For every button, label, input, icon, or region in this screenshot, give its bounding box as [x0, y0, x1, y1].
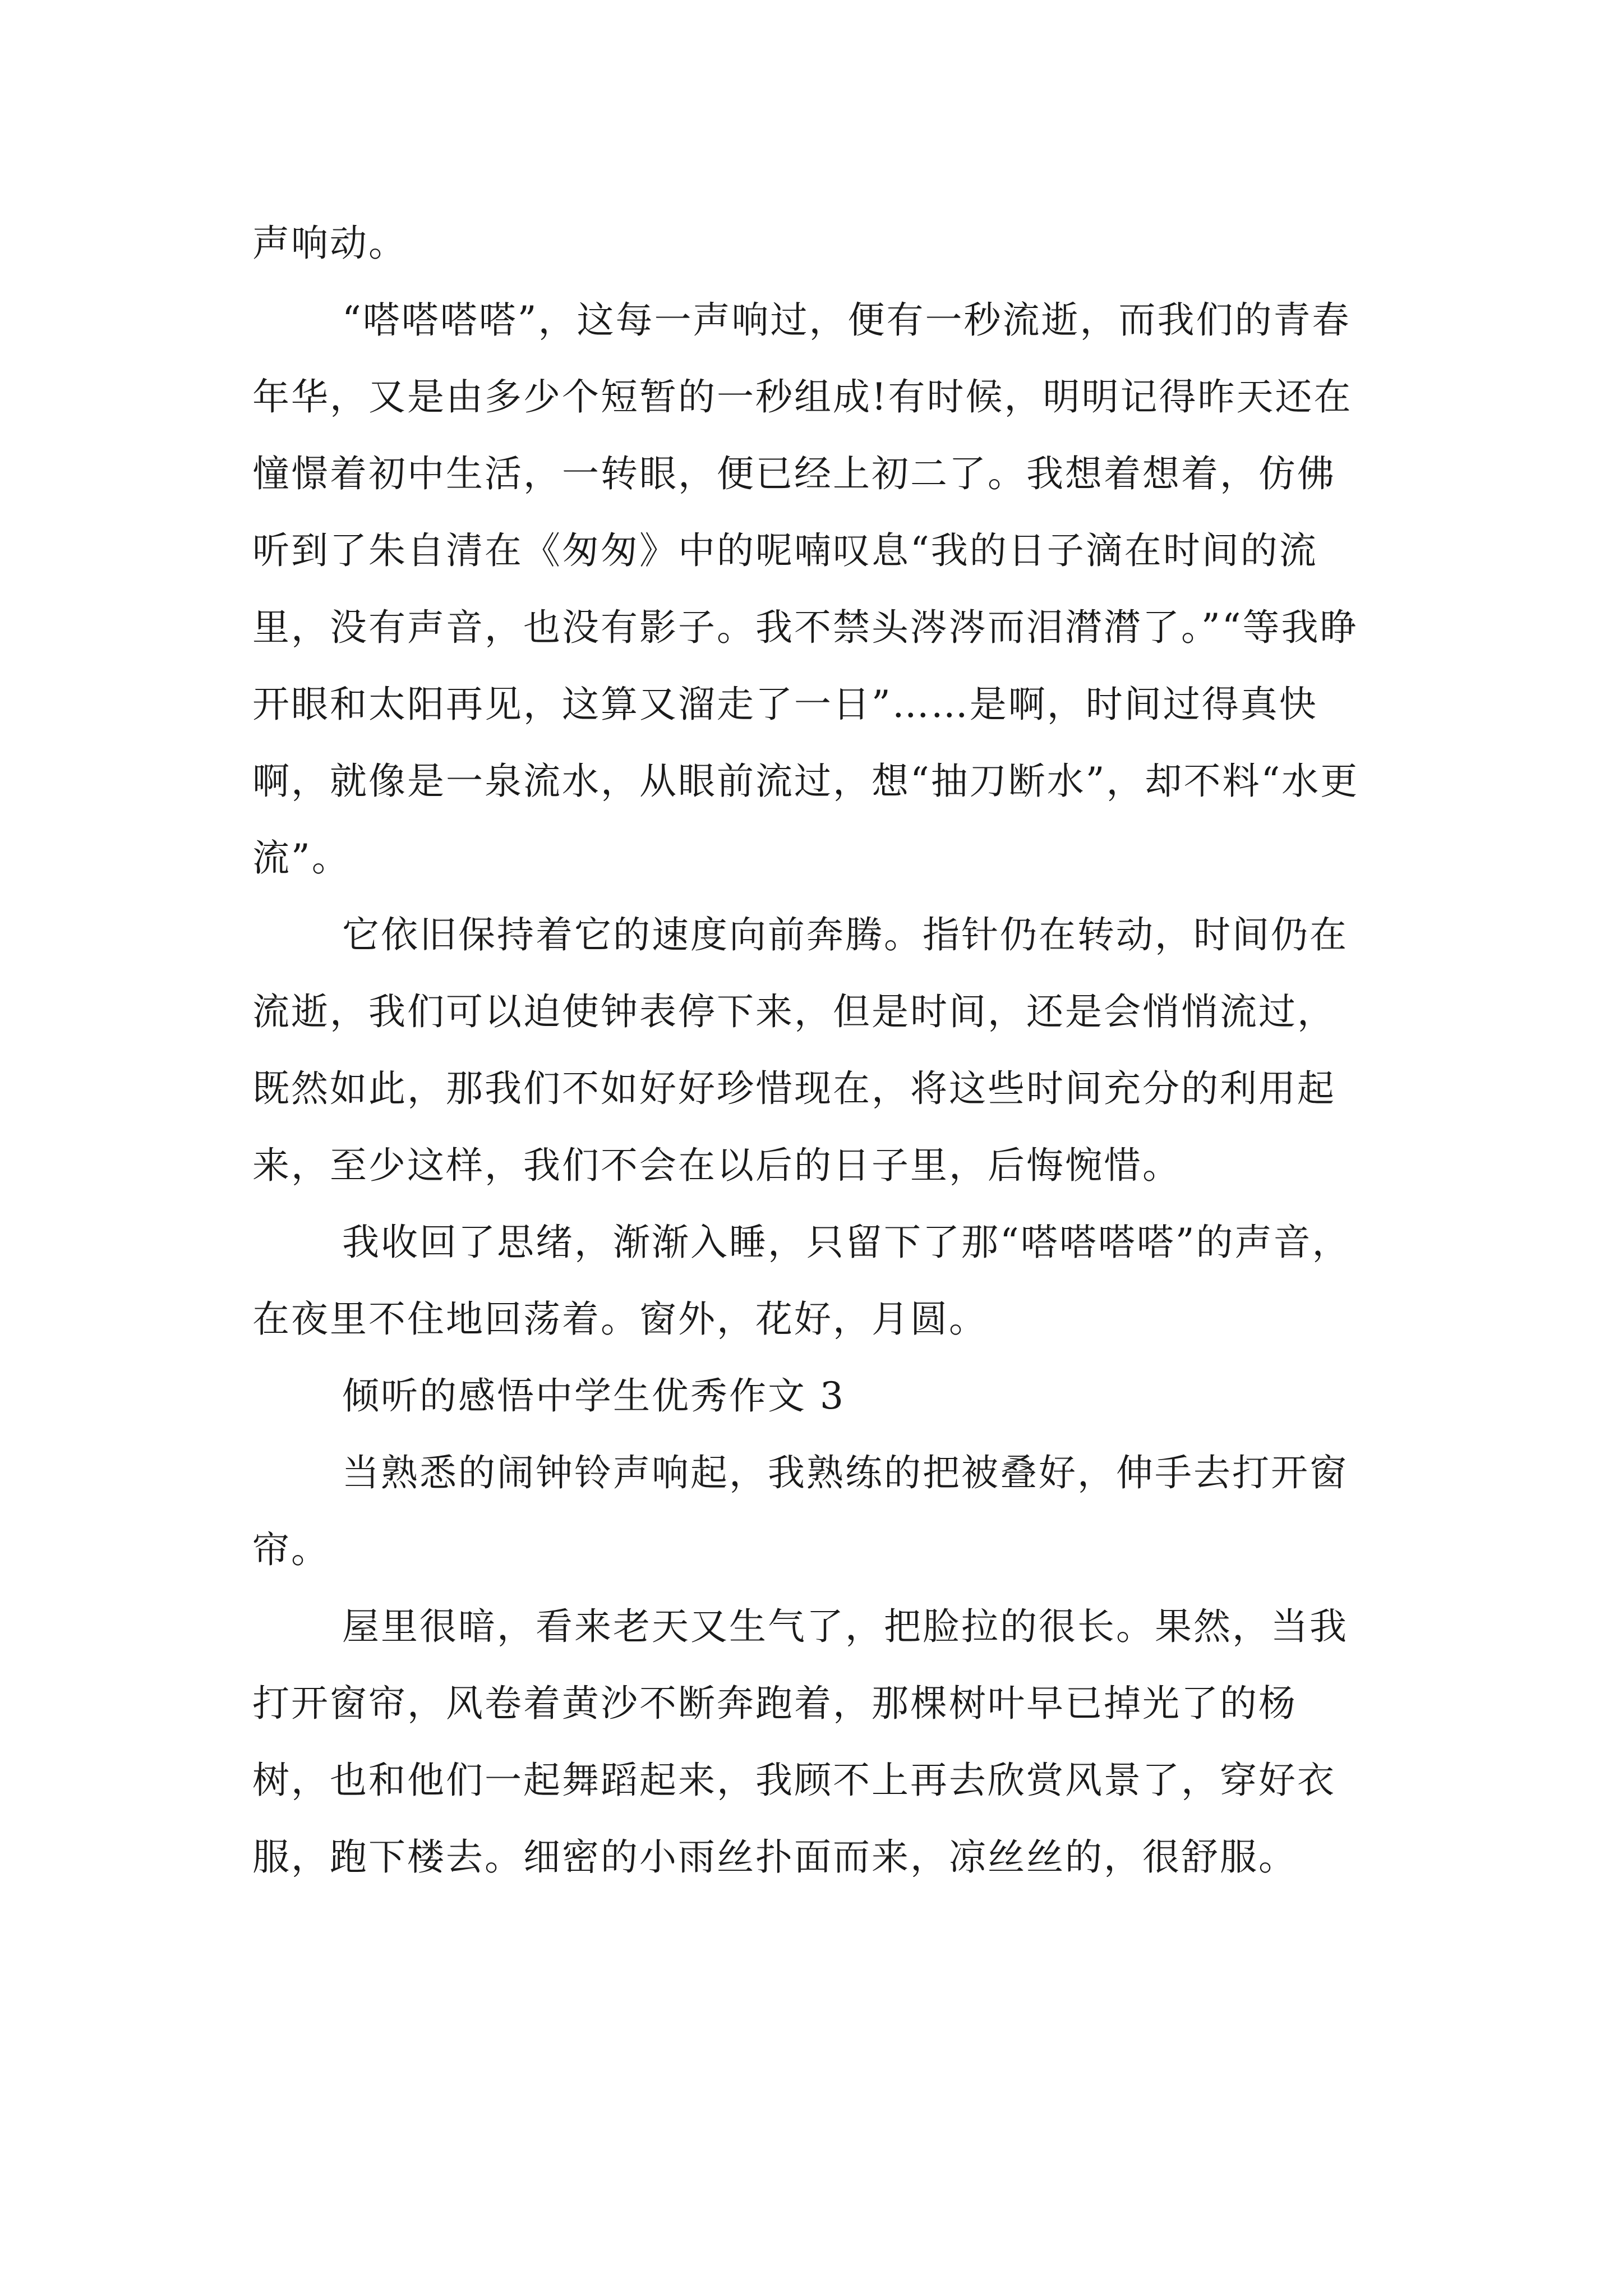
paragraph-alarm: 当熟悉的闹钟铃声响起，我熟练的把被叠好，伸手去打开窗帘。 — [252, 1451, 1348, 1571]
document-body — [252, 205, 1374, 1895]
paragraph-continuation: 声响动。 — [252, 222, 407, 265]
paragraph-falling-asleep: 我收回了思绪，渐渐入睡，只留下了那“嗒嗒嗒嗒”的声音，在夜里不住地回荡着。窗外，花好，月圆。 — [252, 1221, 1351, 1341]
paragraph-time-flows: 它依旧保持着它的速度向前奔腾。指针仍在转动，时间仍在流逝，我们可以迫使钟表停下来，但是时间，还是会悄悄流过，既然如此，那我们不如好好珍惜现在，将这些时间充分的利用起来，至少这样，我们不会在以后的日子里，后悔惋惜。 — [252, 913, 1348, 1187]
paragraph-weather: 屋里很暗，看来老天又生气了，把脸拉的很长。果然，当我打开窗帘，风卷着黄沙不断奔跑着，那棵树叶早已掉光了的杨树，也和他们一起舞蹈起来，我顾不上再去欣赏风景了，穿好衣服，跑下楼去。细密的小雨丝扑面而来，凉丝丝的，很舒服。 — [252, 1605, 1348, 1879]
paragraph-ticking-clock: “嗒嗒嗒嗒”，这每一声响过，便有一秒流逝，而我们的青春年华，又是由多少个短暂的一秒组成!有时候，明明记得昨天还在憧憬着初中生活，一转眼，便已经上初二了。我想着想着，仿佛听到了朱自清在《匆匆》中的呢喃叹息“我的日子滴在时间的流里，没有声音，也没有影子。我不禁头涔涔而泪潸潸了。”“等我睁开眼和太阳再见，这算又溜走了一日”……是啊，时间过得真快啊，就像是一泉流水，从眼前流过，想“抽刀断水”，却不料“水更流”。 — [252, 298, 1359, 880]
essay-title: 倾听的感悟中学生优秀作文 3 — [342, 1374, 845, 1418]
